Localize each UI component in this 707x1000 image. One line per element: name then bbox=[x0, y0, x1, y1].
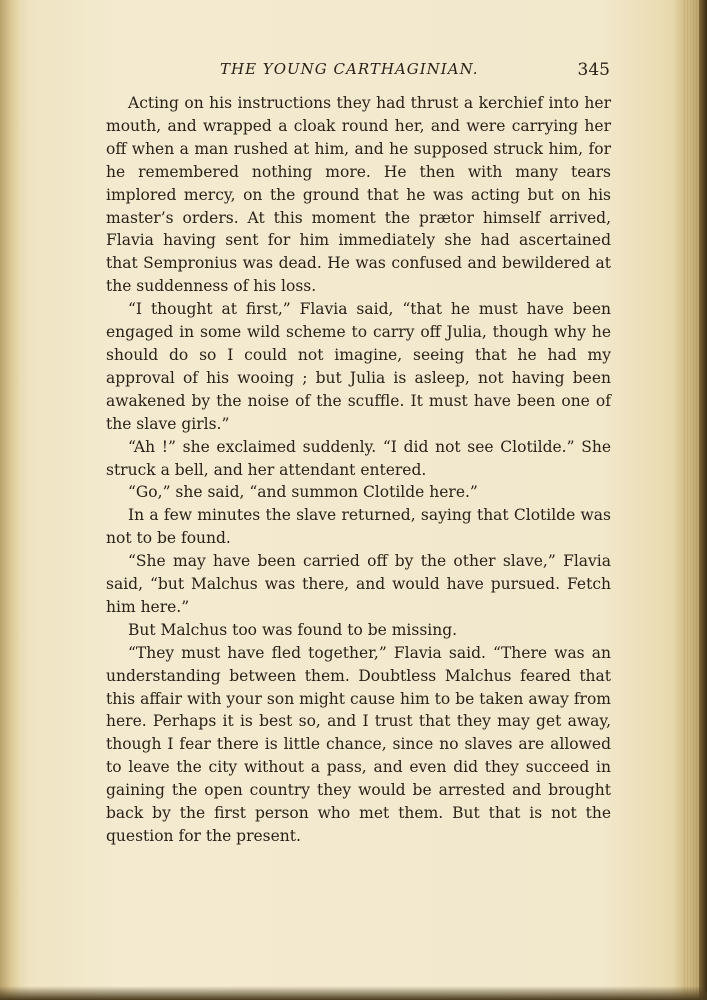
paragraph: In a few minutes the slave returned, saying that Clotilde was not to be found. bbox=[106, 506, 611, 548]
paragraph: Acting on his instructions they had thrust a kerchief into her mouth, and wrapped a cloak round her, and were carrying her off when a man rushed at him, and he supposed struck him, for he remembered nothing more. He then with many tears implored mercy, on the ground that he was acting but on his master’s orders. At this moment the prætor himself arrived, Flavia having sent for him immediately she had ascertained that Sempronius was dead. He was confused and bewildered at the suddenness of his loss. bbox=[106, 94, 611, 296]
paragraph: “She may have been carried off by the other slave,” Flavia said, “but Malchus was there, and would have pursued. Fetch him here.” bbox=[106, 552, 611, 616]
paragraph: “I thought at first,” Flavia said, “that he must have been engaged in some wild scheme to carry off Julia, though why he should do so I could not imagine, seeing that he had my approval of his wooing ; but Julia is asleep, not having been awakened by the noise of the scuffle. It must have been one of the slave girls.” bbox=[106, 300, 611, 433]
book-binding bbox=[0, 0, 22, 1000]
page-header bbox=[108, 60, 610, 86]
paragraph: “They must have fled together,” Flavia said. “There was an understanding between them. Doubtless Malchus feared that this affair with your son might cause him to be taken away from here. Perhaps it is best so, and I trust that they may get away, though I fear there is little chance, since no slaves are allowed to leave the city without a pass, and even did they succeed in gaining the open country they would be arrested and brought back by the first person who met them. But that is not the question for the present. bbox=[106, 643, 611, 845]
paragraph: “Go,” she said, “and summon Clotilde here.” bbox=[128, 483, 478, 502]
paragraph: “Ah !” she exclaimed suddenly. “I did not see Clotilde.” She struck a bell, and her attendant entered. bbox=[106, 437, 611, 479]
body-text bbox=[106, 92, 611, 848]
page-edge bbox=[683, 0, 699, 1000]
page-number: 345 bbox=[577, 60, 610, 80]
paragraph: But Malchus too was found to be missing. bbox=[128, 620, 458, 639]
page-bottom-edge bbox=[0, 986, 707, 1000]
running-head: THE YOUNG CARTHAGINIAN. bbox=[220, 60, 479, 78]
